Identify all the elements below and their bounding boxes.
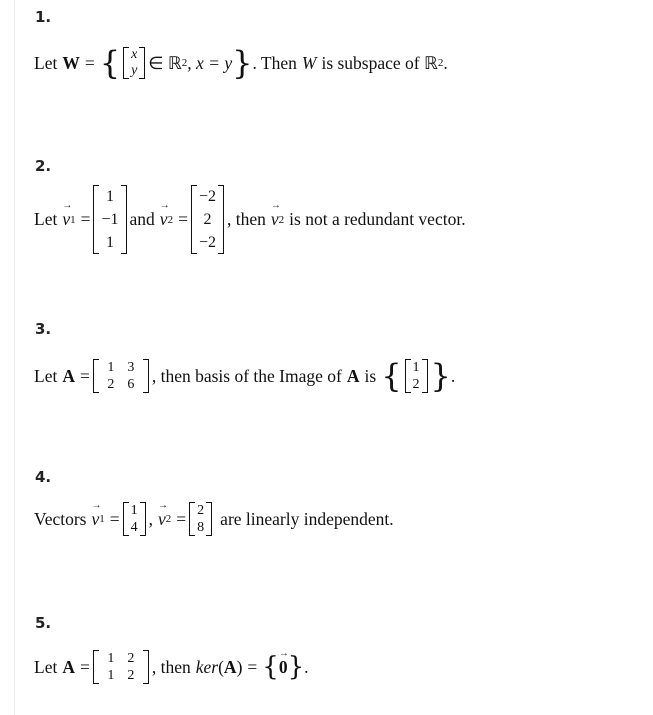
p3-then: , then basis of the Image of (151, 365, 342, 386)
p2-v2: → v (160, 209, 168, 230)
p5-symbol2: A (223, 656, 237, 677)
p5-m-21: 1 (107, 668, 115, 683)
p5-end: . (304, 656, 309, 677)
p5-zero-vector: → 0 (279, 657, 288, 678)
p4-v1: → v (91, 509, 99, 530)
p5-paren-close: ) (236, 656, 243, 677)
p3-symbol: A (62, 365, 75, 386)
p2-eq: = (80, 209, 91, 229)
p1-rest: is subspace of ℝ (321, 52, 438, 73)
p3-basis-bottom: 2 (412, 377, 420, 392)
problem-2-number: 2. (35, 157, 52, 175)
p5-ker: ker (195, 656, 219, 677)
p2-m1-r1: 1 (106, 188, 114, 205)
p5-then: , then (151, 656, 191, 677)
p1-vector-top: x (131, 47, 138, 62)
problem-1-statement (34, 44, 448, 82)
p4-rest: are linearly independent. (220, 508, 394, 529)
p4-v2-sub: 2 (165, 513, 172, 525)
p2-v2-sub: 2 (167, 213, 174, 226)
p1-then: . Then (252, 52, 297, 73)
p1-right-brace: } (232, 44, 253, 82)
p4-m2-top: 2 (197, 503, 205, 518)
p3-matrix (93, 359, 149, 393)
p1-sup: 2 (181, 57, 188, 69)
p4-matrix-1 (123, 502, 146, 536)
p2-then: , then (226, 209, 266, 229)
p3-eq: = (79, 365, 90, 386)
p2-v3: → v (271, 209, 279, 230)
p5-paren-open: ( (218, 656, 224, 677)
p1-symbol: W (62, 52, 80, 73)
p3-right-brace: } (430, 357, 451, 395)
p4-m1-bottom: 4 (130, 520, 138, 535)
problem-3-number: 3. (35, 320, 52, 338)
p5-right-brace: } (287, 652, 305, 682)
p2-m2-r2: 2 (203, 211, 212, 228)
p2-v1: → v (62, 209, 70, 230)
p4-v2: → v (158, 509, 166, 530)
problem-5-number: 5. (35, 614, 52, 632)
p3-m-12: 3 (127, 360, 135, 375)
p4-v1-sub: 1 (99, 513, 105, 525)
left-margin-rule (14, 0, 15, 715)
problem-5-statement (34, 650, 308, 684)
p4-eq: = (109, 508, 120, 529)
problem-1-number: 1. (35, 8, 52, 26)
p1-in: ∈ ℝ (148, 52, 182, 73)
p2-m2-r3: −2 (198, 234, 216, 251)
p1-left-brace: { (99, 44, 121, 82)
p4-m1-top: 1 (130, 503, 138, 518)
p5-m-11: 1 (107, 651, 115, 666)
p2-v3-sub: 2 (278, 213, 285, 226)
p5-symbol: A (62, 656, 75, 677)
p1-vector (123, 47, 145, 79)
p5-eq2: = (247, 656, 258, 677)
p3-basis-top: 1 (412, 360, 420, 375)
p3-is: is (364, 365, 377, 386)
p5-left-brace: { (262, 652, 279, 682)
p1-end: . (443, 52, 448, 73)
p4-matrix-2 (189, 502, 212, 536)
p1-vector-bottom: y (131, 63, 138, 78)
p2-m2-r1: −2 (198, 188, 216, 205)
p5-eq: = (79, 656, 90, 677)
p4-vectors: Vectors (34, 508, 87, 529)
p4-comma: , (148, 508, 154, 529)
p5-matrix (93, 650, 149, 684)
p5-let: Let (34, 656, 58, 677)
p1-rest-sup: 2 (437, 57, 444, 69)
p3-let: Let (34, 365, 58, 386)
problem-2-statement (34, 185, 466, 254)
p2-rest: is not a redundant vector. (289, 209, 466, 229)
problem-4-number: 4. (35, 468, 52, 486)
p3-m-22: 6 (127, 377, 135, 392)
p2-m1-r2: −1 (101, 211, 119, 228)
p3-end: . (450, 365, 456, 386)
p1-W: W (301, 52, 317, 73)
p2-matrix-1 (93, 185, 126, 254)
p2-m1-r3: 1 (106, 234, 114, 251)
p1-condition: , x = y (187, 52, 233, 73)
p4-m2-bottom: 8 (197, 520, 205, 535)
p3-m-21: 2 (107, 377, 115, 392)
p2-v1-sub: 1 (70, 213, 76, 226)
problem-3-statement (34, 357, 455, 395)
p5-m-12: 2 (127, 651, 135, 666)
p3-symbol2: A (346, 365, 360, 386)
problem-4-statement (34, 502, 394, 536)
p3-basis-vector (405, 359, 428, 393)
p3-m-11: 1 (107, 360, 115, 375)
p2-let: Let (34, 209, 58, 229)
p2-eq2: = (178, 209, 188, 229)
p2-matrix-2 (191, 185, 224, 254)
p1-let: Let (34, 52, 58, 73)
p1-eq: = (84, 52, 95, 73)
p3-left-brace: { (381, 357, 402, 395)
p5-m-22: 2 (127, 668, 135, 683)
p2-and: and (129, 209, 155, 229)
p4-eq2: = (176, 508, 187, 529)
